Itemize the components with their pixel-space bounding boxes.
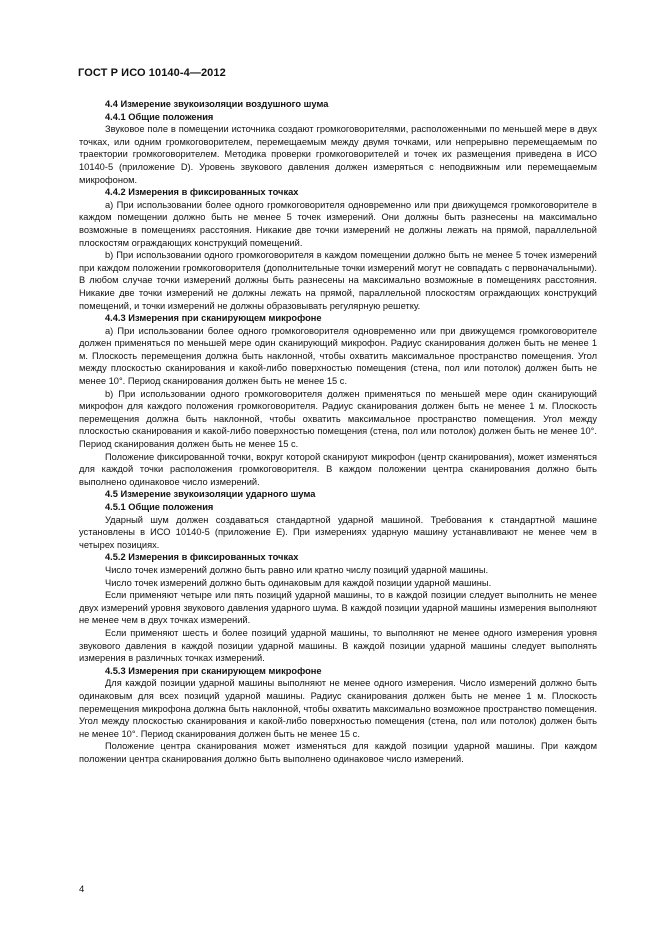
- paragraph: Число точек измерений должно быть одинаковым для каждой позиции ударной машины.: [105, 577, 492, 588]
- paragraph: Положение фиксированной точки, вокруг которой сканируют микрофон (центр сканирования), может изменяться для каждой точки расположения громкоговорителя. В каждом положении центра сканирования должно быть выполнено одинаковое число измерений.: [79, 451, 597, 487]
- section-heading: 4.5 Измерение звукоизоляции ударного шума: [105, 489, 316, 500]
- page-number: 4: [79, 884, 85, 895]
- paragraph: Число точек измерений должно быть равно или кратно числу позиций ударной машины.: [105, 564, 489, 575]
- paragraph: a) При использовании более одного громкоговорителя одновременно или при движущемся громкоговорителе в каждом помещении должно быть не менее 5 точек измерений. Они должны быть разнесены на максимально возможные в помещениях расстояния. Никакие две точки измерений не должны лежать на прямой, параллельной плоскостям ограждающих конструкций помещений.: [79, 199, 597, 248]
- subsection-heading: 4.4.1 Общие положения: [105, 111, 214, 122]
- document-header: ГОСТ Р ИСО 10140-4—2012: [78, 67, 226, 79]
- document-body: [79, 98, 597, 765]
- paragraph: Ударный шум должен создаваться стандартной ударной машиной. Требования к стандартной машине установлены в ИСО 10140-5 (приложение Е). При измерениях ударную машину устанавливают не менее чем в четырех позициях.: [79, 514, 597, 550]
- subsection-heading: 4.5.1 Общие положения: [105, 502, 214, 512]
- paragraph: Положение центра сканирования может изменяться для каждой позиции ударной машины. При каждом положении центра сканирования должно быть выполнено одинаковое число измерений.: [79, 741, 597, 764]
- paragraph: Звуковое поле в помещении источника создают громкоговорителями, расположенными по меньшей мере в двух точках, или одним громкоговорителем, перемещаемым между двумя точками, или непрерывно перемещаемым по траектории громкоговорителем. Методика проверки громкоговорителей и точек их размещения приведена в ИСО 10140-5 (приложение D). Уровень звукового давления должен измеряться с неподвижным или перемещаемым микрофоном.: [79, 124, 597, 185]
- section-heading: 4.4 Измерение звукоизоляции воздушного шума: [105, 99, 329, 109]
- paragraph: Если применяют четыре или пять позиций ударной машины, то в каждой позиции следует выполнить не менее двух измерений уровня звукового давления ударного шума. В каждой позиции ударной машины измерения выполняют не менее чем в двух точках измерений.: [79, 590, 597, 626]
- subsection-heading: 4.4.2 Измерения в фиксированных точках: [105, 187, 299, 198]
- subsection-heading: 4.5.3 Измерения при сканирующем микрофоне: [105, 665, 322, 676]
- subsection-heading: 4.5.2 Измерения в фиксированных точках: [105, 552, 299, 563]
- paragraph: b) При использовании одного громкоговорителя в каждом помещении должно быть не менее 5 точек измерений при каждом положении громкоговорителя (дополнительные точки измерений могут не совпадать с первоначальными). В любом случае точки измерений должны быть разнесены на максимально возможные в помещениях расстояния. Никакие две точки измерений не должны лежать на прямой, параллельной плоскостям ограждающих конструкций помещений, и точки измерений не должны образовывать регулярную решетку.: [79, 250, 597, 311]
- paragraph: Если применяют шесть и более позиций ударной машины, то выполняют не менее одного измерения уровня звукового давления в каждой позиции ударной машины. В каждой позиции ударной машины следует выполнять измерения в различных точках измерений.: [79, 627, 597, 664]
- paragraph: b) При использовании одного громкоговорителя должен применяться по меньшей мере один сканирующий микрофон для каждого положения громкоговорителя. Радиус сканирования должен быть не менее 1 м. Плоскость перемещения должна быть наклонной, чтобы охватить максимальное пространство помещения. Угол между плоскостью сканирования и какой-либо поверхностью помещения (стена, пол или потолок) должен быть не менее 10°. Период сканирования должен быть не менее 15 с.: [79, 388, 597, 450]
- paragraph: a) При использовании более одного громкоговорителя одновременно или при движущемся громкоговорителе должен применяться по меньшей мере один сканирующий микрофон. Радиус сканирования должен быть не менее 1 м. Плоскость перемещения должна быть наклонной, чтобы охватить максимальное пространство помещения. Угол между плоскостью сканирования и какой-либо поверхностью помещения (стена, пол или потолок) должен быть не менее 10°. Период сканирования должен быть не менее 15 с.: [79, 325, 597, 387]
- subsection-heading: 4.4.3 Измерения при сканирующем микрофоне: [105, 313, 322, 324]
- paragraph: Для каждой позиции ударной машины выполняют не менее одного измерения. Число измерений должно быть одинаковым для всех позиций ударной машины. Радиус сканирования должен быть не менее 1 м. Плоскость перемещения микрофона должна быть наклонной, чтобы охватить максимально возможное пространство помещения. Угол между плоскостью сканирования и какой-либо поверхностью помещения (стена, пол или потолок) должен быть не менее 10°. Период сканирования должен быть не менее 15 с.: [79, 678, 597, 739]
